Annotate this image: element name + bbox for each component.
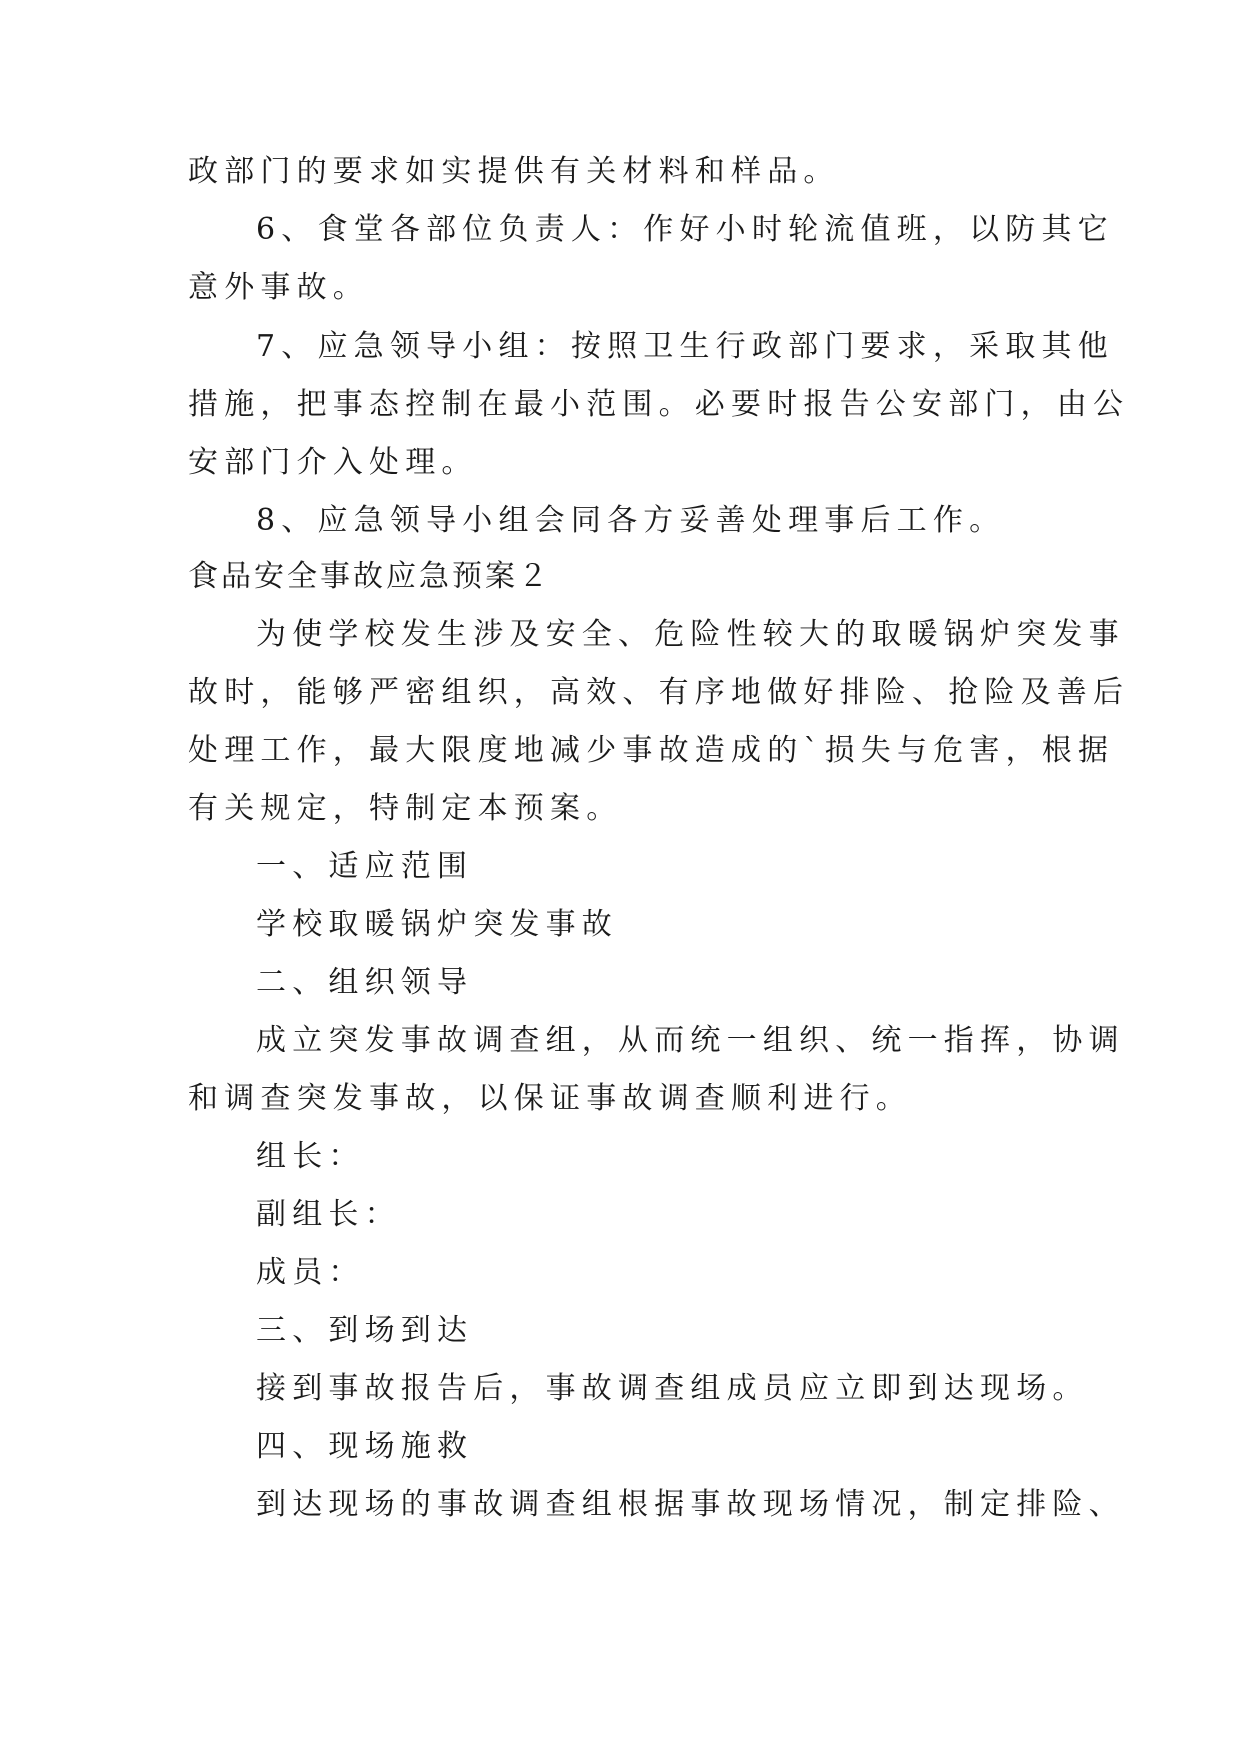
text-line: 6、食堂各部位负责人：作好小时轮流值班，以防其它 (256, 212, 1114, 247)
text-line: 安部门介入处理。 (188, 445, 478, 480)
text-line: 政部门的要求如实提供有关材料和样品。 (188, 154, 840, 189)
text-line: 意外事故。 (188, 270, 369, 305)
section-title: 食品安全事故应急预案２ (188, 559, 551, 594)
text-line: 处理工作，最大限度地减少事故造成的`损失与危害，根据 (188, 733, 1115, 768)
text-line: 接到事故报告后，事故调查组成员应立即到达现场。 (256, 1371, 1089, 1406)
text-line: 三、到场到达 (256, 1313, 474, 1348)
text-line: 成立突发事故调查组，从而统一组织、统一指挥，协调 (256, 1023, 1125, 1058)
text-line: 8、应急领导小组会同各方妥善处理事后工作。 (256, 503, 1006, 538)
text-line: 四、现场施救 (256, 1429, 474, 1464)
text-line: 组长： (256, 1139, 365, 1174)
text-line: 二、组织领导 (256, 965, 474, 1000)
text-line: 一、适应范围 (256, 849, 474, 884)
text-line: 故时，能够严密组织，高效、有序地做好排险、抢险及善后 (188, 675, 1130, 710)
text-line: 和调查突发事故，以保证事故调查顺利进行。 (188, 1081, 912, 1116)
text-line: 为使学校发生涉及安全、危险性较大的取暖锅炉突发事 (256, 617, 1125, 652)
text-line: 成员： (256, 1255, 365, 1290)
text-line: 学校取暖锅炉突发事故 (256, 907, 618, 942)
text-line: 有关规定，特制定本预案。 (188, 791, 623, 826)
text-line: 措施，把事态控制在最小范围。必要时报告公安部门，由公 (188, 387, 1130, 422)
text-line: 7、应急领导小组：按照卫生行政部门要求，采取其他 (256, 329, 1114, 364)
text-line: 副组长： (256, 1197, 401, 1232)
text-line: 到达现场的事故调查组根据事故现场情况，制定排险、 (256, 1487, 1125, 1522)
